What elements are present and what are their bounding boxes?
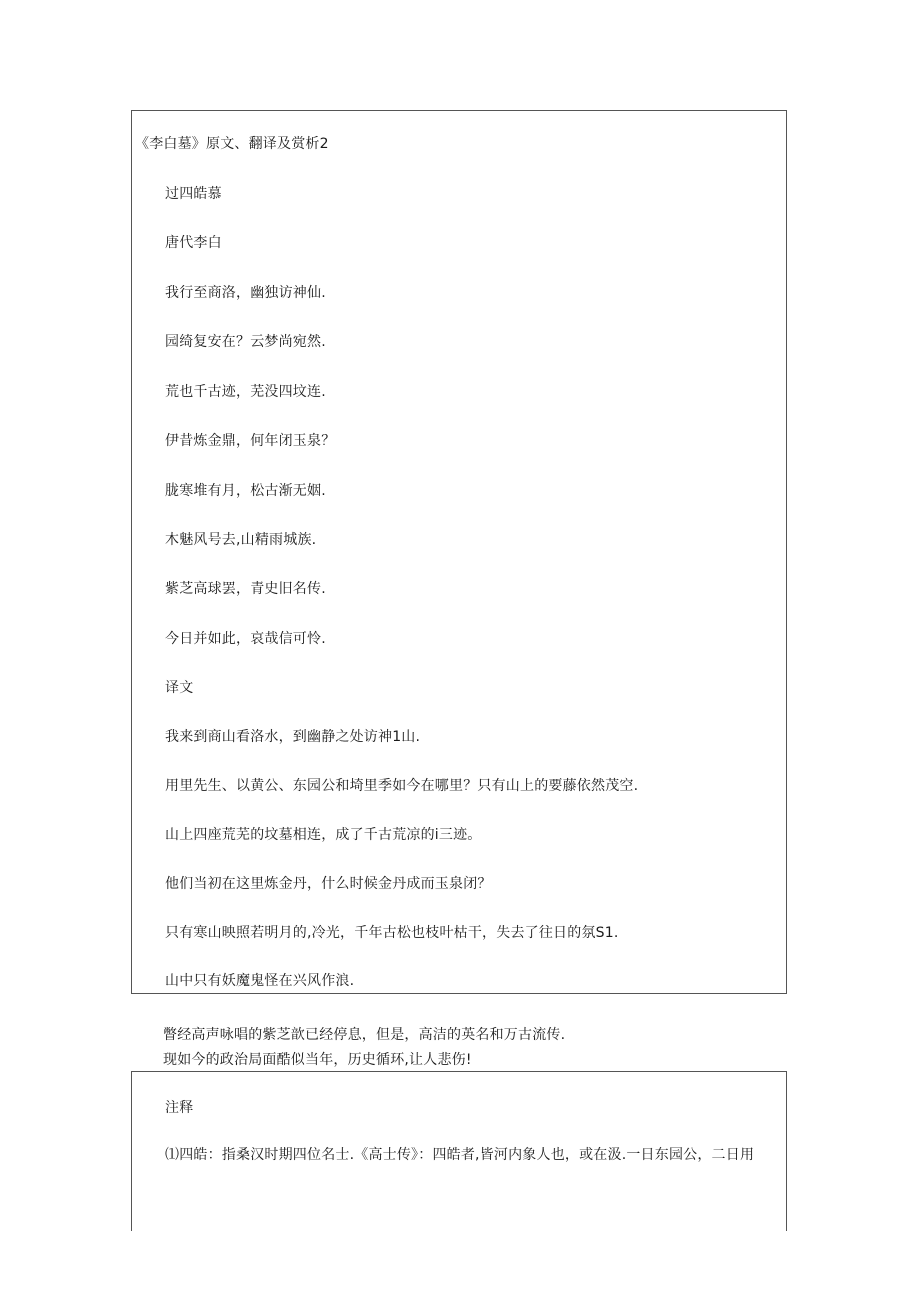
- poem-author: 唐代李白: [165, 235, 222, 251]
- poem-panel: [131, 110, 787, 994]
- translation-line: 我来到商山看洛水，到幽静之处访神1山.: [165, 729, 421, 745]
- translation-line: 他们当初在这里炼金丹，什么时候金丹成而玉泉闭？: [165, 876, 492, 892]
- poem-line: 紫芝高球罢，青史旧名传.: [165, 581, 326, 597]
- translation-line: 用里先生、以黄公、东园公和埼里季如今在哪里？只有山上的要藤依然茂空.: [165, 778, 639, 794]
- poem-title: 过四皓慕: [165, 186, 222, 202]
- translation-line: 现如今的政治局面酷似当年，历史循环,让人悲伤!: [163, 1052, 472, 1068]
- translation-heading: 译文: [165, 680, 194, 696]
- poem-line: 胧寒堆有月，松古渐无姻.: [165, 483, 326, 499]
- translation-line: 山上四座荒芜的坟墓相连，成了千古荒凉的i三迹。: [165, 827, 482, 843]
- notes-heading: 注释: [165, 1100, 194, 1116]
- note-line: ⑴四皓：指桑汉时期四位名士.《高士传》：四皓者,皆河内象人也，或在汲.一日东园公，二日用: [165, 1147, 755, 1163]
- poem-line: 木魅风号去,山精雨城族.: [165, 532, 317, 548]
- notes-panel: [131, 1071, 787, 1231]
- poem-line: 今日并如此，哀哉信可怜.: [165, 631, 326, 647]
- document-title: 《李白墓》原文、翻译及赏析2: [135, 136, 329, 152]
- poem-line: 我行至商洛，幽独访神仙.: [165, 285, 326, 301]
- translation-line: 瞥经高声咏唱的紫芝歆已经停息，但是，高洁的英名和万古流传.: [163, 1027, 566, 1043]
- poem-line: 荒也千古迹，芜没四坟连.: [165, 384, 326, 400]
- poem-line: 伊昔炼金鼎，何年闭玉泉？: [165, 433, 336, 449]
- translation-line: 只有寒山映照若明月的,冷光，千年古松也枝叶枯干，失去了往日的氛S1.: [165, 925, 619, 941]
- poem-line: 园绮复安在？云梦尚宛然.: [165, 334, 326, 350]
- translation-line: 山中只有妖魔鬼怪在兴风作浪.: [165, 973, 355, 989]
